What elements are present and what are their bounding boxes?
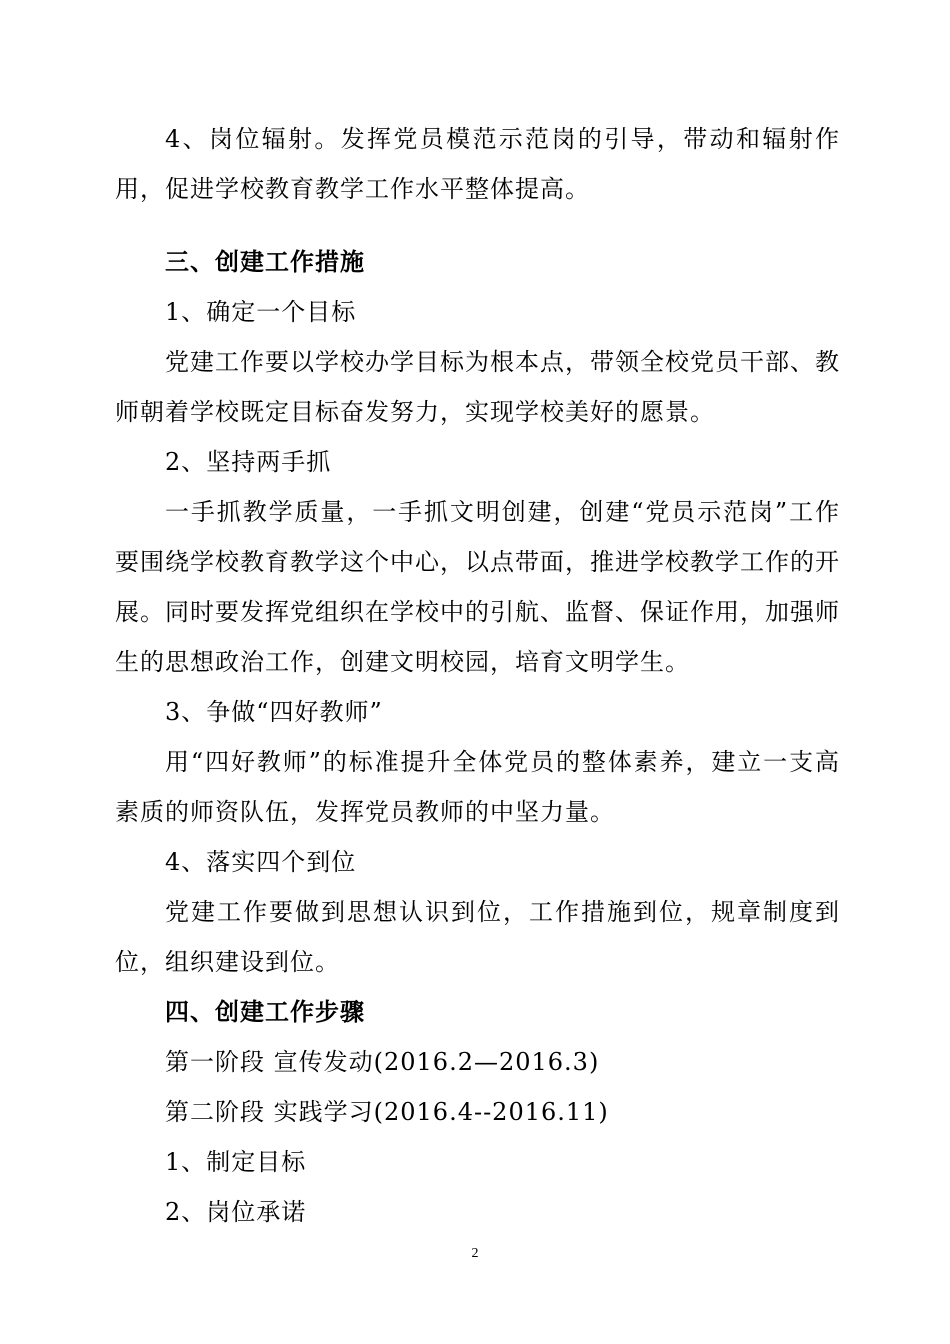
paragraph-post-radiation: 4、岗位辐射。发挥党员模范示范岗的引导，带动和辐射作用，促进学校教育教学工作水平整体提高。	[115, 125, 840, 203]
item-text-four-good-teachers: 用“四好教师”的标准提升全体党员的整体素养，建立一支高素质的师资队伍，发挥党员教师的中坚力量。	[115, 748, 840, 826]
item-text-goal: 党建工作要以学校办学目标为根本点，带领全校党员干部、教师朝着学校既定目标奋发努力，实现学校美好的愿景。	[115, 348, 840, 426]
step-set-goal: 1、制定目标	[165, 1148, 307, 1176]
section-heading-steps: 四、创建工作步骤	[165, 998, 365, 1026]
section-heading-measures: 三、创建工作措施	[165, 248, 365, 276]
item-title-four-good-teachers: 3、争做“四好教师”	[165, 698, 383, 726]
item-title-two-hands: 2、坚持两手抓	[165, 448, 332, 476]
step-post-commitment: 2、岗位承诺	[165, 1198, 307, 1226]
stage-two: 第二阶段 实践学习(2016.4--2016.11)	[165, 1098, 609, 1126]
item-text-four-in-place: 党建工作要做到思想认识到位，工作措施到位，规章制度到位，组织建设到位。	[115, 898, 840, 976]
page-number: 2	[471, 1246, 479, 1261]
item-title-goal: 1、确定一个目标	[165, 298, 357, 326]
stage-one: 第一阶段 宣传发动(2016.2—2016.3)	[165, 1048, 600, 1076]
document-body	[115, 114, 840, 1237]
spacer	[115, 214, 840, 237]
item-text-two-hands: 一手抓教学质量，一手抓文明创建，创建“党员示范岗”工作要围绕学校教育教学这个中心，以点带面，推进学校教学工作的开展。同时要发挥党组织在学校中的引航、监督、保证作用，加强师生的思想政治工作，创建文明校园，培育文明学生。	[115, 498, 840, 676]
item-title-four-in-place: 4、落实四个到位	[165, 848, 357, 876]
